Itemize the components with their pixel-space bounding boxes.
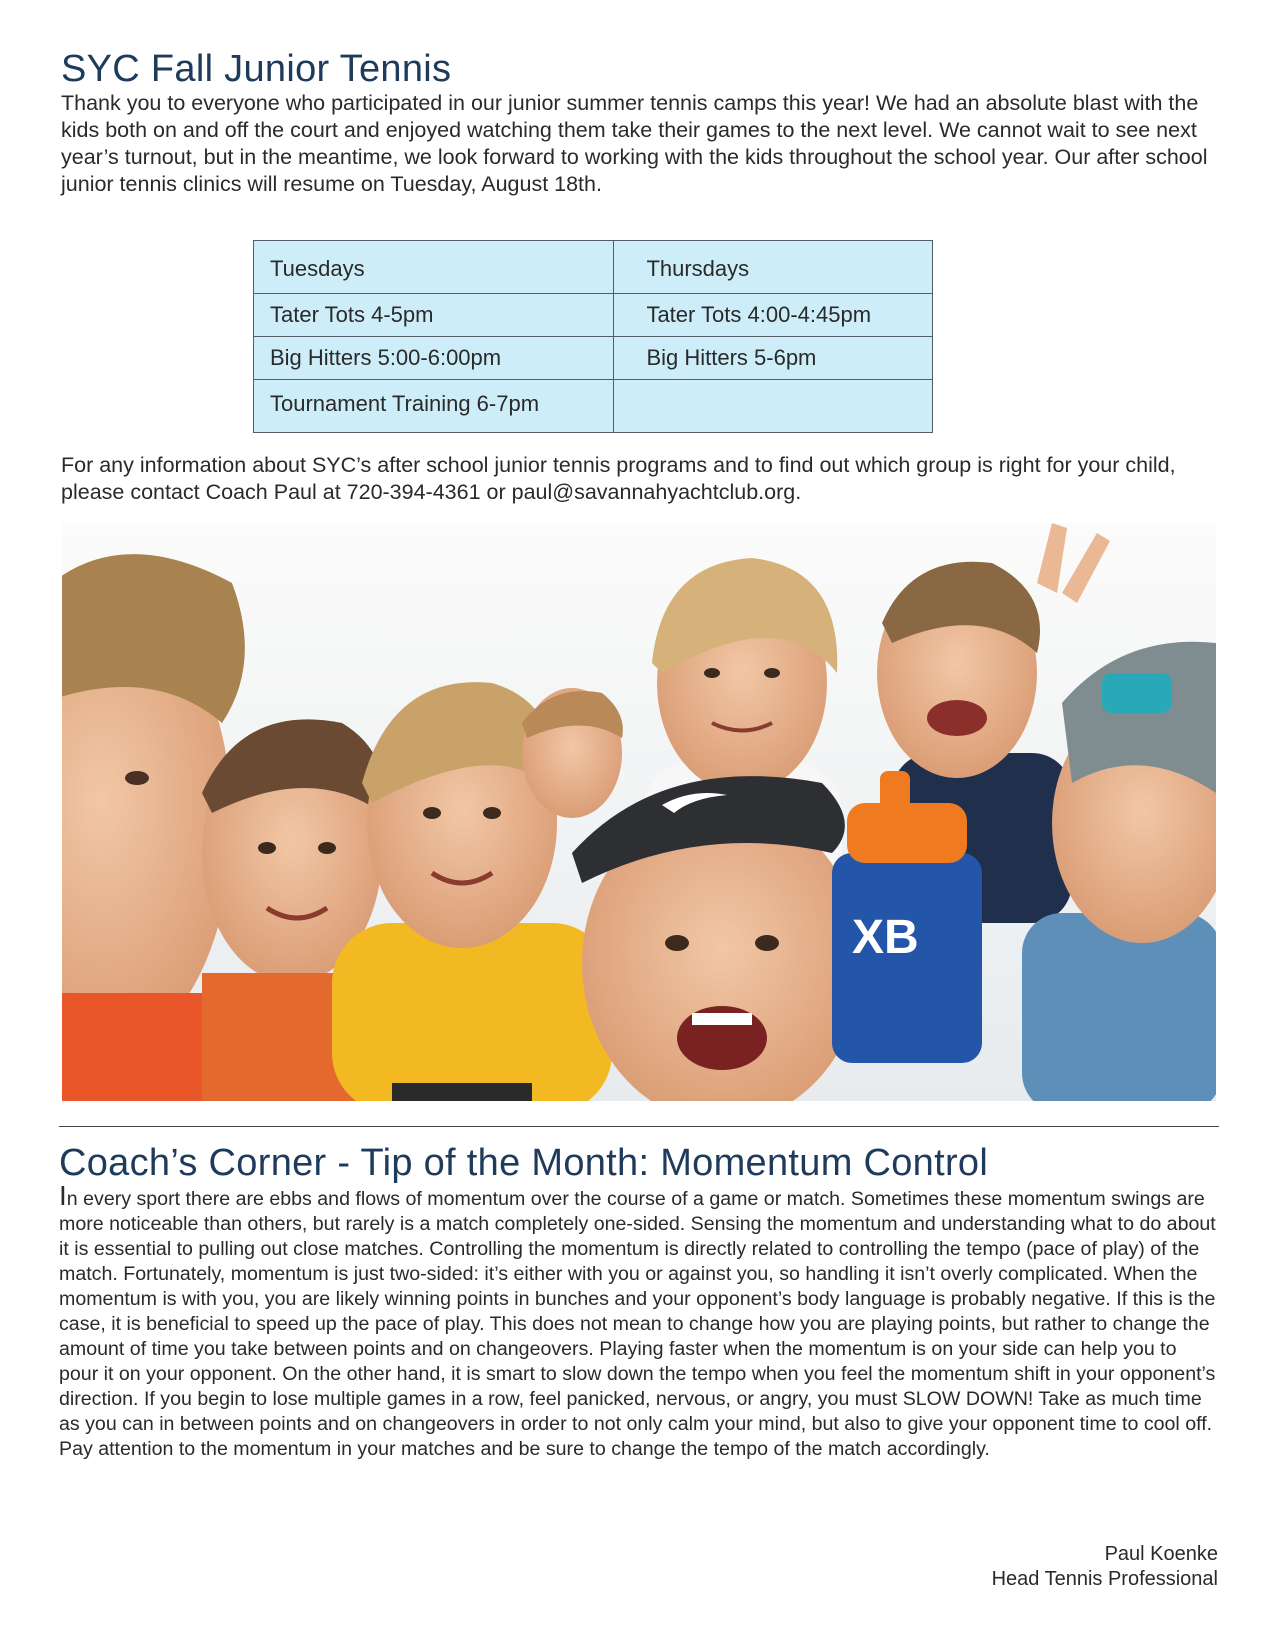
drop-cap: I	[59, 1180, 67, 1211]
table-cell: Big Hitters 5:00-6:00pm	[254, 337, 614, 380]
page-title: SYC Fall Junior Tennis	[61, 48, 452, 90]
girl-with-visor	[572, 776, 862, 1101]
table-cell	[614, 380, 933, 433]
clinic-schedule-table	[253, 240, 933, 433]
header-tuesdays: Tuesdays	[254, 241, 614, 294]
table-cell: Tater Tots 4-5pm	[254, 294, 614, 337]
table-row	[254, 294, 933, 337]
kids-group-photo	[62, 523, 1216, 1101]
water-bottle	[832, 771, 982, 1063]
coach-corner-title: Coach’s Corner - Tip of the Month: Momentum Control	[59, 1142, 989, 1184]
coach-corner-text: n every sport there are ebbs and flows of momentum over the course of a game or match. Sometimes these momentum swings are more noticeable than others, but rarely is a match completely one-sided. Sensing the momentum and understanding what to do about it is essential to pulling out close matches. Controlling the momentum is directly related to controlling the tempo (pace of play) of the match. Fortunately, momentum is just two-sided: it’s either with you or against you, so handling it isn’t overly complicated. When the momentum is with you, you are likely winning points in bunches and your opponent’s body language is probably negative. If this is the case, it is beneficial to speed up the pace of play. This does not mean to change how you are playing points, but rather to change the amount of time you take between points and on changeovers. Playing faster when the momentum is on your side can help you to pour it on your opponent. On the other hand, it is smart to slow down the tempo when you feel the momentum shift in your opponent’s direction. If you begin to lose multiple games in a row, feel panicked, nervous, or angry, you must SLOW DOWN! Take as much time as you can in between points and on changeovers in order to not only calm your mind, but also to give your opponent time to cool off. Pay attention to the momentum in your matches and be sure to change the tempo of the match accordingly.	[59, 1188, 1216, 1460]
table-cell: Tater Tots 4:00-4:45pm	[614, 294, 933, 337]
signature-block	[992, 1542, 1218, 1592]
table-row	[254, 337, 933, 380]
table-cell: Tournament Training 6-7pm	[254, 380, 614, 433]
table-cell: Big Hitters 5-6pm	[614, 337, 933, 380]
author-name: Paul Koenke	[1104, 1543, 1218, 1565]
bottle-label: XB	[852, 911, 919, 964]
intro-paragraph: Thank you to everyone who participated in our junior summer tennis camps this year! We had an absolute blast with the kids both on and off the court and enjoyed watching them take their games to the next level. We cannot wait to see next year’s turnout, but in the meantime, we look forward to working with the kids throughout the school year. Our after school junior tennis clinics will resume on Tuesday, August 18th.	[61, 91, 1208, 196]
table-header-row	[254, 241, 933, 294]
section-divider	[59, 1126, 1219, 1127]
author-title: Head Tennis Professional	[991, 1568, 1218, 1590]
contact-paragraph: For any information about SYC’s after school junior tennis programs and to find out which group is right for your child, please contact Coach Paul at 720-394-4361 or paul@savannahyachtclub.org.	[61, 453, 1176, 504]
table-row	[254, 380, 933, 433]
header-thursdays: Thursdays	[614, 241, 933, 294]
coach-corner-body	[59, 1180, 1221, 1462]
